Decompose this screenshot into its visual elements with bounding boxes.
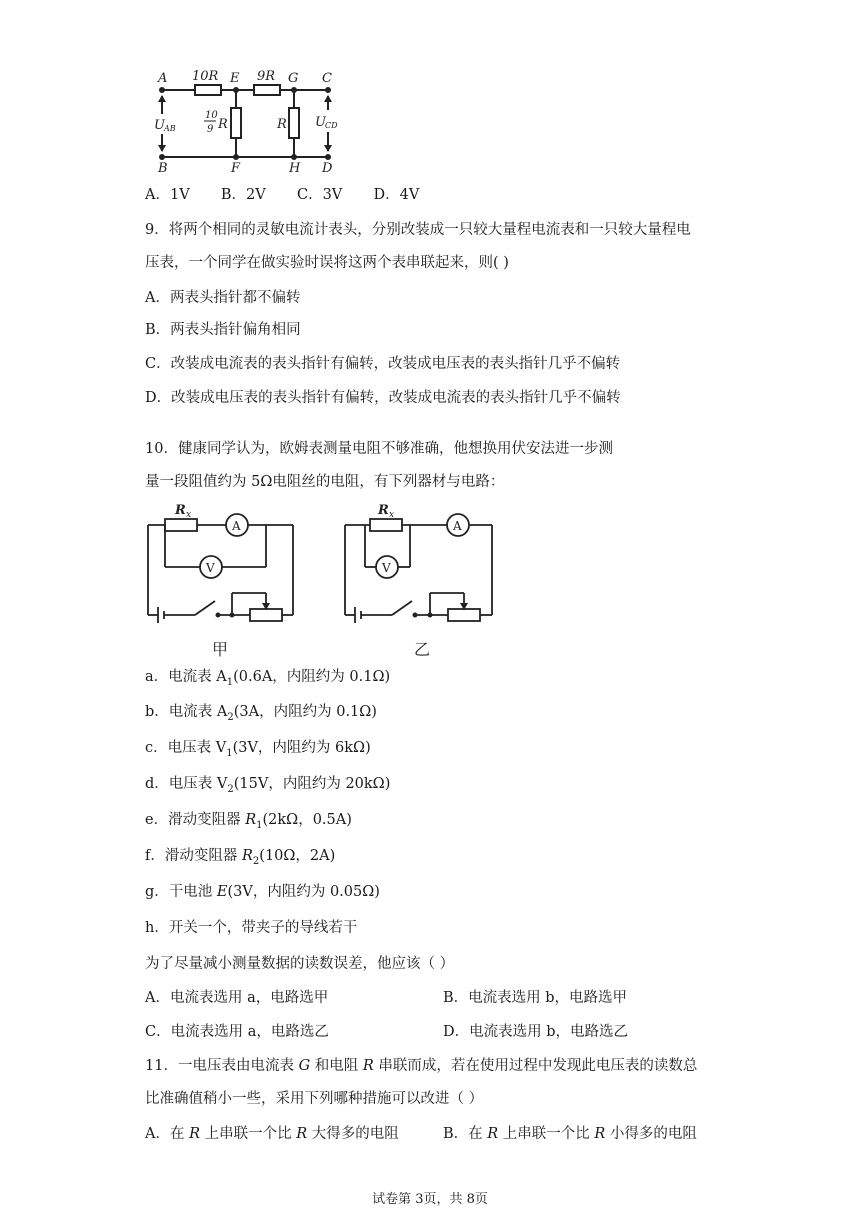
label-9r: 9R: [257, 69, 276, 84]
label-u-cd: U: [315, 115, 326, 130]
label-yi: 乙: [414, 640, 431, 659]
q10-item-f: f．滑动变阻器 $R_2(10\Omega$，2A): [145, 848, 336, 867]
label-r: R: [277, 117, 287, 132]
resistor-10-9r: [231, 108, 241, 138]
resistor-9r: [254, 85, 280, 95]
q10-option-b: B．电流表选用 b，电路选甲: [443, 990, 628, 1006]
q10-question: 为了尽量减小测量数据的读数误差，他应该（ ）: [145, 956, 455, 972]
label-c: C: [322, 71, 332, 86]
label-frac-r: R: [218, 117, 228, 132]
q10-item-d: d．电压表 $V_2(15V$，内阻约为 20kΩ): [145, 776, 391, 795]
q9-option-b: B．两表头指针偏角相同: [145, 322, 301, 338]
ammeter-label-yi: A: [453, 519, 462, 533]
q9-stem-line1: 9．将两个相同的灵敏电流计表头，分别改装成一只较大量程电流表和一只较大量程电: [145, 222, 691, 238]
label-ab-sub: AB: [164, 124, 176, 133]
label-f: F: [231, 161, 241, 176]
q8-option-c: C．3V: [296, 187, 343, 203]
rx-sub-jia: x: [186, 510, 192, 520]
q10-option-d: D．电流表选用 b，电路选乙: [443, 1024, 629, 1040]
q10-item-e: e．滑动变阻器 $R_1(2k\Omega$，0.5A): [145, 812, 352, 831]
q10-item-c: c．电压表 $V_1(3V$，内阻约为 6kΩ): [145, 740, 371, 759]
q9-option-d: D．改装成电压表的表头指针有偏转，改装成电流表的表头指针几乎不偏转: [145, 390, 621, 406]
q10-item-b: b．电流表 $A_2(3A$，内阻约为 0.1Ω): [145, 704, 377, 723]
q8-options: [145, 185, 419, 205]
q10-option-a: A．电流表选用 a，电路选甲: [145, 990, 329, 1006]
label-cd-sub: CD: [325, 121, 338, 130]
label-10r: 10R: [192, 69, 219, 84]
voltmeter-label-jia: V: [206, 561, 215, 575]
rx-label-yi: R: [378, 503, 389, 518]
q10-item-h: h．开关一个，带夹子的导线若干: [145, 920, 358, 936]
voltmeter-label-yi: V: [382, 561, 391, 575]
q11-stem-line2: 比准确值稍小一些，采用下列哪种措施可以改进（ ）: [145, 1091, 484, 1107]
ammeter-label-jia: A: [232, 519, 241, 533]
label-u-ab: U: [154, 118, 165, 133]
q9-stem-line2: 压表，一个同学在做实验时误将这两个表串联起来，则( ): [145, 255, 509, 271]
q10-item-g: g．干电池 E(3V，内阻约为 0.05Ω): [145, 884, 380, 900]
label-e: E: [230, 71, 240, 86]
q8-option-a: A．1V: [145, 187, 190, 203]
circuit-yi: [345, 514, 492, 623]
q8-option-d: D．4V: [373, 187, 420, 203]
label-a: A: [158, 71, 168, 86]
q11-option-b: B．在 R 上串联一个比 R 小得多的电阻: [443, 1126, 697, 1142]
page-footer: 试卷第 3页，共 8页: [372, 1192, 488, 1207]
label-frac-den: 9: [207, 124, 214, 135]
q10-item-a: a．电流表 $A_1(0.6A$，内阻约为 0.1Ω): [145, 669, 391, 688]
rx-sub-yi: x: [389, 510, 395, 520]
label-h: H: [289, 161, 301, 176]
label-jia: 甲: [212, 640, 229, 659]
label-g: G: [288, 71, 299, 86]
label-d: D: [322, 161, 333, 176]
q9-option-c: C．改装成电流表的表头指针有偏转，改装成电压表的表头指针几乎不偏转: [145, 356, 621, 372]
q9-option-a: A．两表头指针都不偏转: [145, 290, 301, 306]
rx-label-jia: R: [175, 503, 186, 518]
label-frac-num: 10: [205, 110, 218, 121]
label-b: B: [158, 161, 168, 176]
q10-option-c: C．电流表选用 a，电路选乙: [145, 1024, 329, 1040]
q8-option-b: B．2V: [220, 187, 266, 203]
q10-stem-line2: 量一段阻值约为 5Ω电阻丝的电阻，有下列器材与电路：: [145, 474, 505, 490]
q11-stem-line1: 11．一电压表由电流表 G 和电阻 R 串联而成，若在使用过程中发现此电压表的读数总: [145, 1058, 698, 1074]
q11-option-a: A．在 R 上串联一个比 R 大得多的电阻: [145, 1126, 399, 1142]
circuit-jia: [148, 514, 293, 623]
resistor-10r: [195, 85, 221, 95]
circuit-diagram-q8: [0, 0, 860, 180]
q10-stem-line1: 10．健康同学认为，欧姆表测量电阻不够准确，他想换用伏安法进一步测: [145, 441, 613, 457]
resistor-r: [289, 108, 299, 138]
circuit-diagrams-q10: [0, 495, 860, 665]
